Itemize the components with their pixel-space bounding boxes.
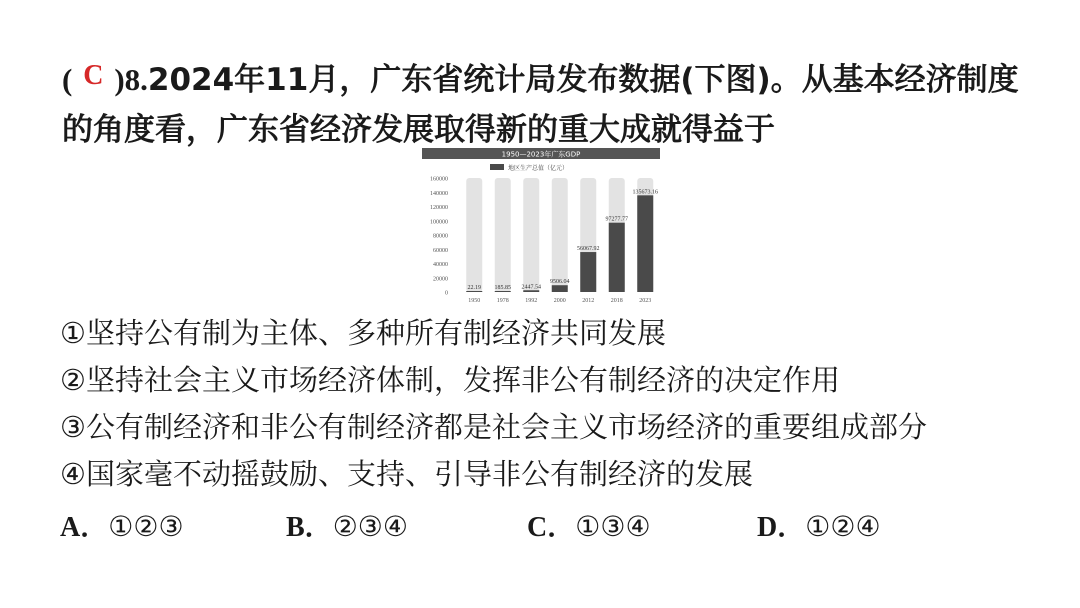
chart-title: 1950—2023年广东GDP — [501, 150, 581, 159]
x-tick-label: 2023 — [639, 298, 652, 304]
y-tick-label: 140000 — [430, 190, 448, 197]
data-label: 22.19 — [467, 285, 481, 291]
data-label: 9506.04 — [550, 279, 570, 286]
bar-background — [495, 178, 511, 292]
gdp-chart-svg — [422, 148, 660, 308]
choice-d-value: ①②④ — [805, 510, 881, 543]
x-tick-label: 2000 — [553, 298, 566, 304]
y-tick-label: 80000 — [433, 233, 448, 240]
x-tick-label: 1950 — [468, 298, 481, 304]
choice-d[interactable] — [757, 503, 881, 552]
bar-background — [552, 178, 568, 292]
data-label: 2447.54 — [521, 284, 541, 291]
y-tick-label: 120000 — [430, 205, 448, 211]
x-tick-label: 1978 — [496, 298, 509, 304]
answer-mark: C — [83, 60, 104, 91]
x-tick-label: 2012 — [582, 298, 595, 304]
data-label: 97277.77 — [605, 216, 628, 223]
data-bar — [466, 291, 482, 292]
data-label: 56067.92 — [577, 246, 600, 253]
choice-a[interactable] — [60, 503, 184, 552]
data-bar — [637, 195, 653, 292]
y-tick-label: 60000 — [433, 247, 448, 254]
question-text-2: 的角度看，广东省经济发展取得新的重大成就得益于 — [62, 112, 775, 148]
choice-a-letter: A． — [60, 512, 109, 543]
x-tick-label: 1992 — [525, 298, 538, 304]
data-label: 185.85 — [494, 285, 511, 291]
gdp-chart — [422, 148, 660, 308]
question-number: 8. — [124, 62, 148, 97]
statement-1: ①坚持公有制为主体、多种所有制经济共同发展 — [60, 316, 666, 350]
close-paren: ) — [114, 62, 125, 97]
data-bar — [523, 290, 539, 292]
y-tick-label: 20000 — [433, 276, 448, 283]
x-tick-label: 2018 — [610, 298, 623, 304]
choice-a-value: ①②③ — [108, 510, 184, 543]
choice-c-letter: C． — [527, 512, 576, 543]
answer-choices — [60, 503, 1070, 551]
open-paren: ( — [62, 62, 73, 97]
y-tick-label: 100000 — [430, 219, 448, 226]
choice-b[interactable] — [286, 503, 408, 552]
statement-2: ②坚持社会主义市场经济体制，发挥非公有制经济的决定作用 — [60, 363, 840, 397]
question-line-1 — [62, 56, 1062, 106]
legend-swatch — [490, 164, 504, 170]
legend-label: 地区生产总值（亿元） — [508, 165, 569, 172]
question-stem — [62, 56, 1062, 154]
choice-b-value: ②③④ — [332, 510, 408, 543]
choice-c-value: ①③④ — [575, 510, 651, 543]
statement-3: ③公有制经济和非公有制经济都是社会主义市场经济的重要组成部分 — [60, 410, 927, 444]
data-bar — [495, 291, 511, 292]
statement-4: ④国家毫不动摇鼓励、支持、引导非公有制经济的发展 — [60, 457, 753, 491]
bar-background — [466, 178, 482, 292]
choice-b-letter: B． — [286, 512, 333, 543]
bar-background — [523, 178, 539, 292]
data-bar — [609, 223, 625, 292]
choice-d-letter: D． — [757, 512, 806, 543]
question-text-1: 2024年11月，广东省统计局发布数据(下图)。从基本经济制度 — [147, 62, 1019, 98]
y-tick-label: 0 — [445, 290, 448, 297]
data-label: 135673.16 — [632, 189, 658, 196]
choice-c[interactable] — [527, 503, 651, 552]
y-tick-label: 40000 — [433, 262, 448, 268]
y-tick-label: 160000 — [430, 176, 448, 183]
data-bar — [552, 285, 568, 292]
statement-list — [60, 310, 1070, 498]
data-bar — [580, 252, 596, 292]
